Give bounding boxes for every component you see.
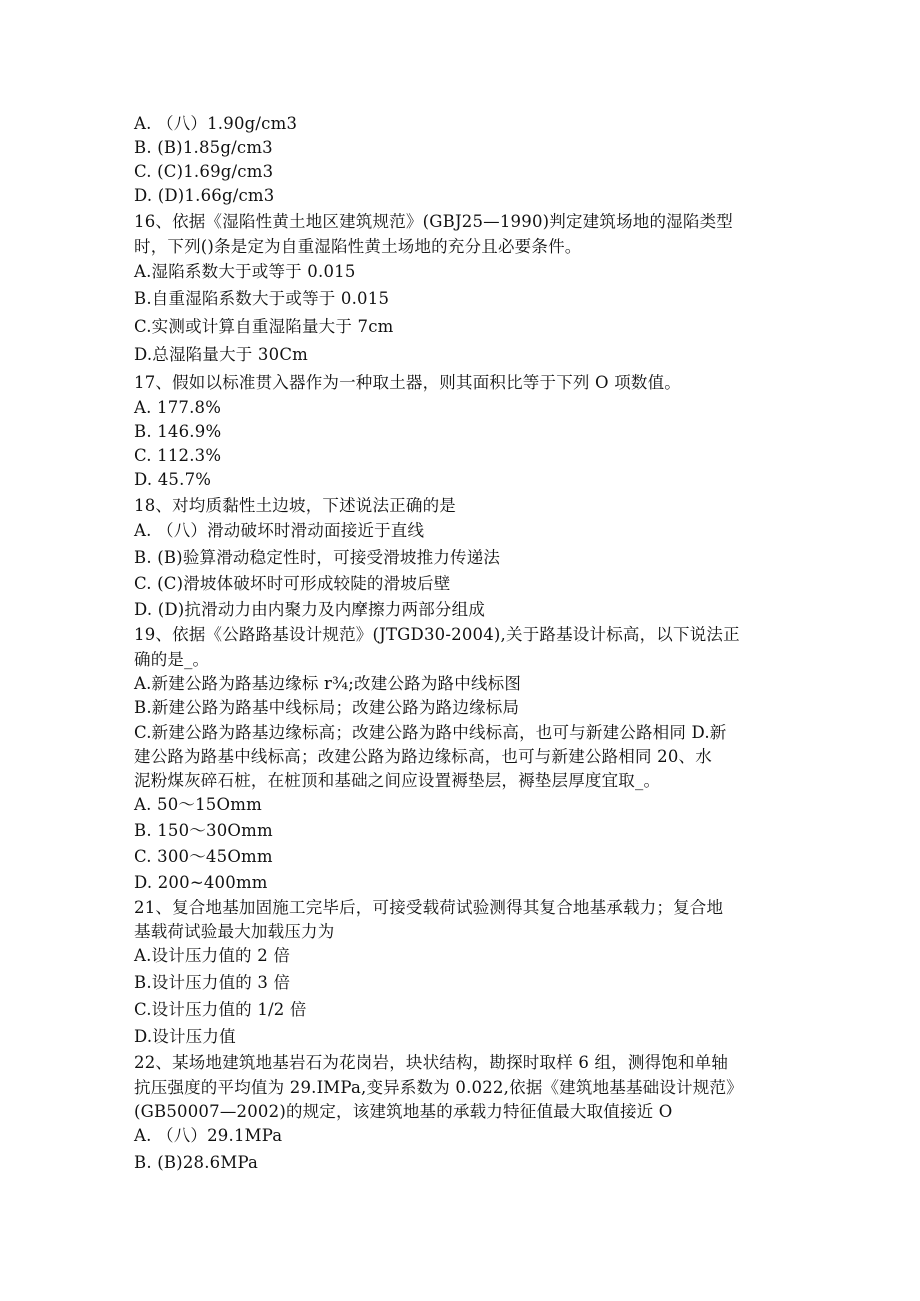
option-line: C. (C)滑坡体破坏时可形成较陡的滑坡后壁 (134, 574, 451, 593)
option-line: B. (B)28.6MPa (134, 1153, 259, 1172)
option-line: A. 177.8% (134, 398, 222, 417)
option-line: C. 300～45Omm (134, 847, 273, 866)
option-line: A.新建公路为路基边缘标 r¾;改建公路为路中线标图 (134, 674, 522, 693)
option-line: B. (B)验算滑动稳定性时，可接受滑坡推力传递法 (134, 548, 501, 567)
option-line: B.设计压力值的 3 倍 (134, 973, 291, 992)
option-line: D.设计压力值 (134, 1027, 236, 1046)
option-line: A.湿陷系数大于或等于 0.015 (134, 262, 356, 281)
option-line: C.设计压力值的 1/2 倍 (134, 1000, 307, 1019)
question-22-line-2: 抗压强度的平均值为 29.IMPa,变异系数为 0.022,依据《建筑地基基础设计规范》 (134, 1078, 743, 1097)
question-19-line-2: 确的是_。 (134, 650, 210, 669)
option-line: C. 112.3% (134, 446, 222, 465)
question-19-line-1: 19、依据《公路路基设计规范》(JTGD30-2004),关于路基设计标高，以下说法正 (134, 625, 740, 644)
option-line: A. （八）滑动破坏时滑动面接近于直线 (134, 521, 425, 540)
option-line: D. (D)抗滑动力由内聚力及内摩擦力两部分组成 (134, 600, 486, 619)
option-line: A. （八）29.1MPa (134, 1126, 283, 1145)
option-line: C.实测或计算自重湿陷量大于 7cm (134, 317, 394, 336)
option-line: B.新建公路为路基中线标局；改建公路为路边缘标局 (134, 698, 520, 717)
question-21-line-2: 基载荷试验最大加载压力为 (134, 922, 335, 941)
question-17: 17、假如以标准贯入器作为一种取土器，则其面积比等于下列 O 项数值。 (134, 373, 682, 392)
option-line: C. (C)1.69g/cm3 (134, 162, 274, 181)
option-line: D.总湿陷量大于 30Cm (134, 345, 308, 364)
option-line: A.设计压力值的 2 倍 (134, 946, 291, 965)
option-line: B. 146.9% (134, 422, 222, 441)
question-16-line-2: 时，下列()条是定为自重湿陷性黄土场地的充分且必要条件。 (134, 237, 582, 256)
question-22-line-3: (GB50007—2002)的规定，该建筑地基的承载力特征值最大取值接近 O (134, 1102, 673, 1121)
option-line: B. (B)1.85g/cm3 (134, 138, 273, 157)
question-20: 泥粉煤灰碎石桩，在桩顶和基础之间应设置褥垫层，褥垫层厚度宜取_。 (134, 771, 661, 790)
option-line: A. 50～15Omm (134, 795, 262, 814)
question-16-line-1: 16、依据《湿陷性黄土地区建筑规范》(GBJ25—1990)判定建筑场地的湿陷类型 (134, 212, 733, 231)
question-22-line-1: 22、某场地建筑地基岩石为花岗岩，块状结构，勘探时取样 6 组，测得饱和单轴 (134, 1053, 729, 1072)
option-line: B. 150～30Omm (134, 821, 273, 840)
option-line: B.自重湿陷系数大于或等于 0.015 (134, 289, 390, 308)
question-21-line-1: 21、复合地基加固施工完毕后，可接受载荷试验测得其复合地基承载力；复合地 (134, 898, 724, 917)
question-18: 18、对均质黏性土边坡，下述说法正确的是 (134, 496, 456, 515)
option-line: C.新建公路为路基边缘标高；改建公路为路中线标高，也可与新建公路相同 D.新 (134, 723, 727, 742)
option-line: A. （八）1.90g/cm3 (134, 114, 298, 133)
option-line: D. 45.7% (134, 470, 212, 489)
option-line: D. 200~400mm (134, 873, 268, 892)
option-line: 建公路为路基中线标高；改建公路为路边缘标高，也可与新建公路相同 20、水 (134, 747, 712, 766)
option-line: D. (D)1.66g/cm3 (134, 186, 275, 205)
